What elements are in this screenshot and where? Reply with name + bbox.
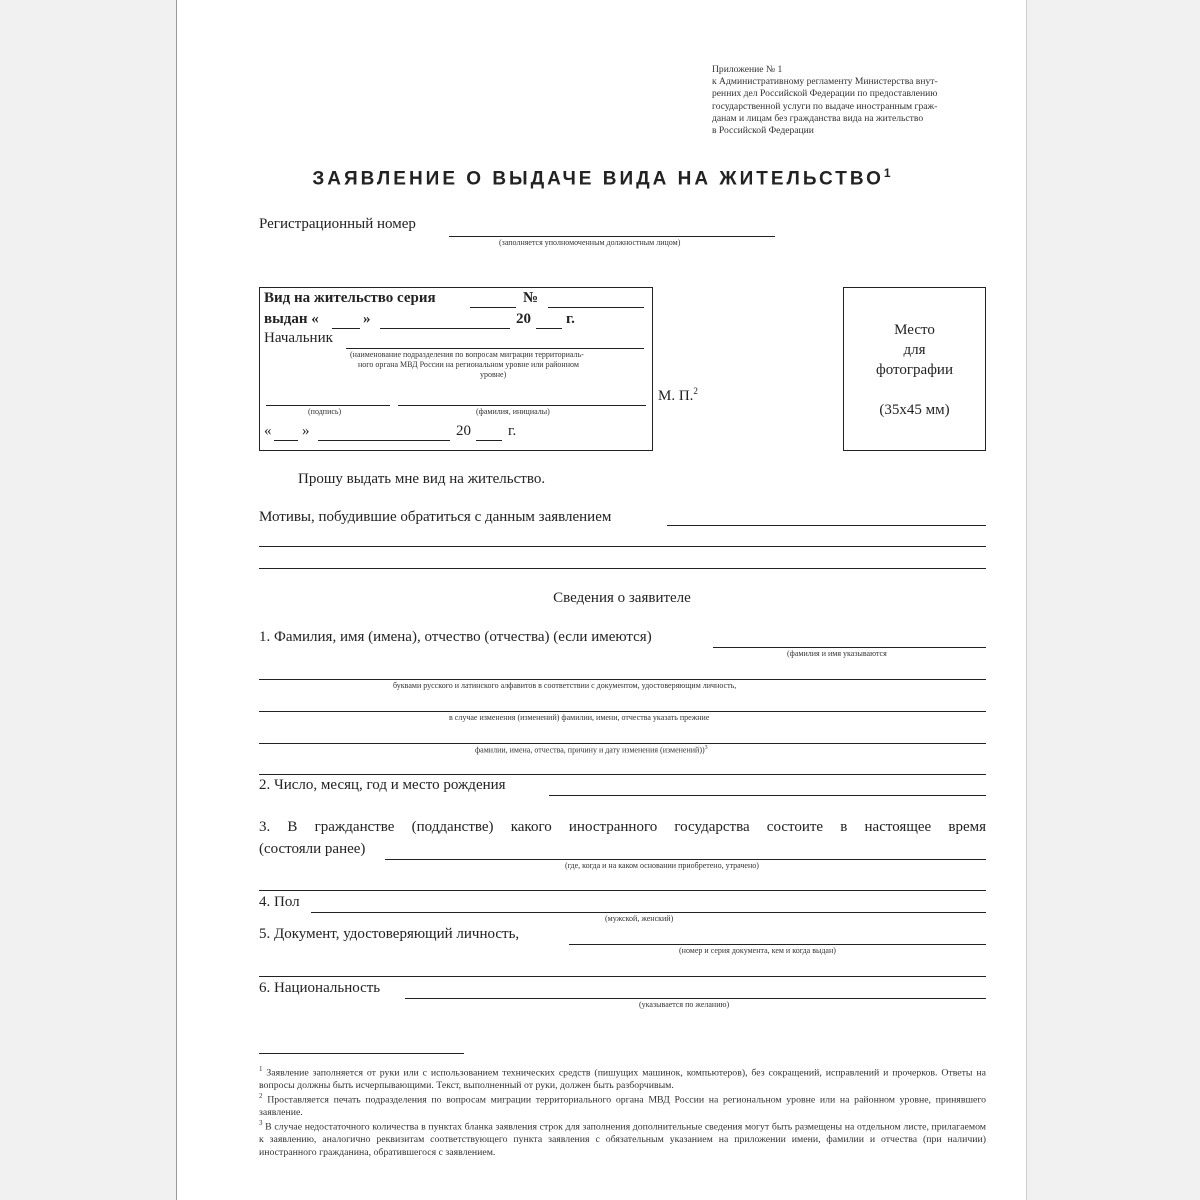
field-1-label: 1. Фамилия, имя (имена), отчество (отчества) (если имеются) <box>259 629 652 645</box>
dept-hint: ного органа МВД России на региональном уровне или районном <box>358 360 579 369</box>
full-name-line-4[interactable] <box>259 743 986 744</box>
nationality-field[interactable] <box>405 998 986 999</box>
footnote-3-ref: 3 <box>259 1119 263 1127</box>
footnote-2-ref: 2 <box>259 1092 263 1100</box>
issued-day-field[interactable] <box>332 328 360 329</box>
footnote-1 <box>259 1063 986 1093</box>
field-1-hint <box>475 745 708 755</box>
appendix-line: в Российской Федерации <box>712 125 814 137</box>
registration-number-field[interactable] <box>449 236 775 237</box>
footnote-1-ref: 1 <box>259 1065 263 1073</box>
field-2-label: 2. Число, месяц, год и место рождения <box>259 777 506 793</box>
footnote-2-text: Проставляется печать подразделения по вопросам миграции территориального органа МВД России на региональном уровне или на районном уровне, принявшего заявление. <box>259 1094 987 1119</box>
appendix-line: данам и лицам без гражданства вида на жительство <box>712 112 924 124</box>
issued-year-suffix: г. <box>566 311 575 327</box>
footnote-2 <box>259 1090 986 1120</box>
field-4-label: 4. Пол <box>259 894 300 910</box>
appendix-line: к Административному регламенту Министерства внут- <box>712 76 938 88</box>
footnote-3 <box>259 1117 986 1160</box>
date-year-field[interactable] <box>476 440 502 441</box>
field-3-label-line-2: (состояли ранее) <box>259 841 366 857</box>
issued-year-prefix: 20 <box>516 311 531 327</box>
field-5-hint: (номер и серия документа, кем и когда выдан) <box>679 946 836 955</box>
dept-hint: уровне) <box>480 370 507 379</box>
request-text: Прошу выдать мне вид на жительство. <box>298 471 546 487</box>
field-3-label-line-1: 3. В гражданстве (подданстве) какого иностранного государства состоите в настоящее время <box>259 819 986 835</box>
signature-field[interactable] <box>266 405 390 406</box>
identity-document-field[interactable] <box>569 944 986 945</box>
date-year-prefix: 20 <box>456 423 471 439</box>
chief-label: Начальник <box>264 330 333 346</box>
photo-line: для <box>903 342 926 358</box>
photo-placeholder-box <box>843 287 986 451</box>
residence-permit-stamp-box <box>259 287 653 451</box>
field-1-hint: (фамилия и имя указываются <box>787 649 887 658</box>
registration-hint: (заполняется уполномоченным должностным лицом) <box>499 238 681 247</box>
citizenship-line-2[interactable] <box>259 890 986 891</box>
photo-line: Место <box>894 322 935 338</box>
full-name-field[interactable] <box>713 647 986 648</box>
field-5-label: 5. Документ, удостоверяющий личность, <box>259 926 520 942</box>
appendix-line: Приложение № 1 <box>712 64 783 75</box>
full-name-line-5[interactable] <box>259 774 986 775</box>
footnote-1-text: Заявление заполняется от руки или с использованием технических средств (пишущих машинок, компьютеров), без сокращений, исправлений и прочерков. Ответы на вопросы должны быть исчерпывающими. Текст, выполненный от руки, должен быть разборчивым. <box>259 1067 986 1092</box>
photo-line: фотографии <box>876 362 953 378</box>
seal-label: М. П. <box>658 388 694 404</box>
issued-year-field[interactable] <box>536 328 562 329</box>
full-name-line-3[interactable] <box>259 711 986 712</box>
dept-hint: (наименование подразделения по вопросам миграции территориаль- <box>350 350 584 359</box>
appendix-line: государственной услуги по выдаче иностранным граж- <box>712 100 938 112</box>
field-1-hint-ref: 3 <box>704 745 708 751</box>
date-close-quote: » <box>302 423 310 439</box>
motives-label: Мотивы, побудившие обратиться с данным заявлением <box>259 509 612 525</box>
issued-month-field[interactable] <box>380 328 510 329</box>
section-title: Сведения о заявителе <box>553 590 691 606</box>
motives-line-2[interactable] <box>259 546 986 547</box>
field-1-hint: буквами русского и латинского алфавитов в соответствии с документом, удостоверяющим личность, <box>393 681 737 690</box>
identity-document-line-2[interactable] <box>259 976 986 977</box>
footnote-3-text: В случае недостаточного количества в пунктах бланка заявления строк для заполнения дополнительные сведения могут быть размещены на отдельном листе, прилагаемом к заявлению, аналогично реквизитам соответствующего пункта заявления с обязательным указанием на приложении имени, фамилии и отчества (при наличии) иностранного гражданина, обратившегося с заявлением. <box>259 1121 986 1158</box>
number-sign: № <box>523 290 539 306</box>
field-1-hint-text: фамилии, имена, отчества, причину и дату изменения (изменений)) <box>475 745 705 755</box>
title-text: ЗАЯВЛЕНИЕ О ВЫДАЧЕ ВИДА НА ЖИТЕЛЬСТВО <box>312 168 884 190</box>
chief-name-field[interactable] <box>398 405 646 406</box>
date-day-field[interactable] <box>274 440 298 441</box>
seal-mark <box>658 386 698 405</box>
birth-date-place-field[interactable] <box>549 795 986 796</box>
citizenship-field[interactable] <box>385 859 986 860</box>
motives-line-3[interactable] <box>259 568 986 569</box>
issued-label: выдан « <box>264 311 319 327</box>
photo-size: (35х45 мм) <box>879 402 950 418</box>
date-month-field[interactable] <box>318 440 450 441</box>
chief-dept-field[interactable] <box>346 348 644 349</box>
series-label: Вид на жительство серия <box>264 290 436 306</box>
title-footnote-ref: 1 <box>883 166 891 180</box>
signature-hint: (подпись) <box>308 407 342 416</box>
field-3-hint: (где, когда и на каком основании приобретено, утрачено) <box>565 861 759 870</box>
series-field[interactable] <box>470 307 516 308</box>
name-hint: (фамилия, инициалы) <box>476 407 550 416</box>
sex-field[interactable] <box>311 912 986 913</box>
field-6-hint: (указывается по желанию) <box>639 1000 730 1009</box>
registration-label: Регистрационный номер <box>259 216 416 232</box>
date-year-suffix: г. <box>508 423 517 439</box>
seal-footnote-ref: 2 <box>693 386 698 396</box>
document-title <box>177 166 1026 190</box>
motives-field[interactable] <box>667 525 986 526</box>
full-name-line-2[interactable] <box>259 679 986 680</box>
appendix-line: ренних дел Российской Федерации по предоставлению <box>712 88 938 100</box>
date-open-quote: « <box>264 423 272 439</box>
field-6-label: 6. Национальность <box>259 980 381 996</box>
field-4-hint: (мужской, женский) <box>605 914 674 923</box>
number-field[interactable] <box>548 307 644 308</box>
appendix-note <box>712 64 1002 137</box>
footnote-separator <box>259 1053 464 1054</box>
issued-quote-close: » <box>363 311 371 327</box>
field-1-hint: в случае изменения (изменений) фамилии, имени, отчества указать прежние <box>449 713 710 722</box>
document-page <box>176 0 1027 1200</box>
